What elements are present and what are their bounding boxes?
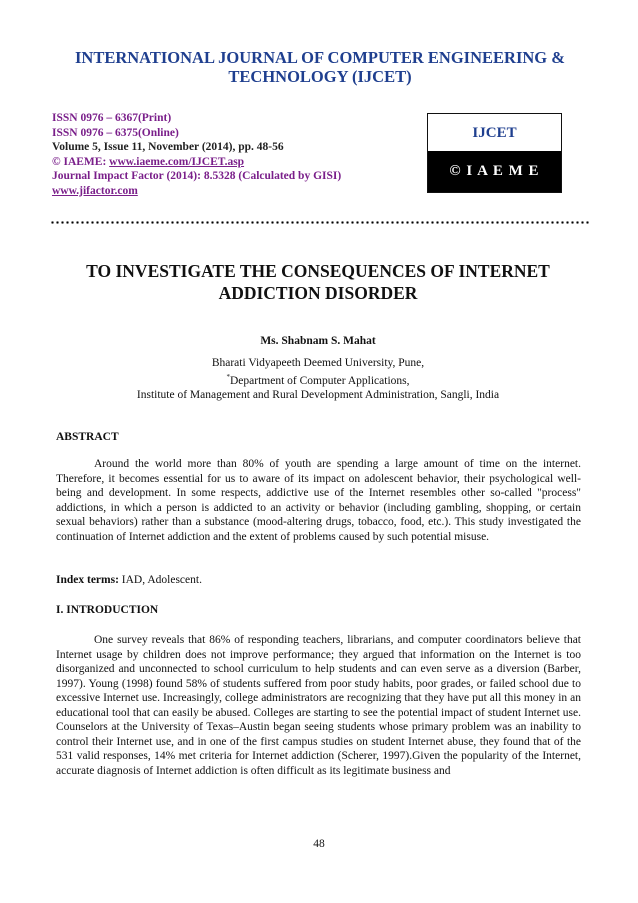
volume-info: Volume 5, Issue 11, November (2014), pp. 48-56 (52, 141, 284, 153)
logo-iaeme-text: © I A E M E (428, 151, 561, 192)
paper-title (52, 260, 584, 304)
dotted-divider (50, 221, 590, 224)
author-block (52, 334, 584, 403)
paper-title-line2: ADDICTION DISORDER (218, 283, 418, 303)
introduction-heading: I. INTRODUCTION (56, 604, 159, 616)
abstract-heading: ABSTRACT (56, 431, 119, 443)
journal-title (40, 48, 600, 86)
page-number: 48 (313, 838, 325, 850)
ijcet-logo (427, 113, 562, 193)
affiliation-department-text: Department of Computer Applications, (230, 374, 410, 387)
index-terms-value: IAD, Adolescent. (118, 574, 202, 586)
affiliation-department (52, 370, 584, 388)
journal-title-line1: INTERNATIONAL JOURNAL OF COMPUTER ENGINEERING & (74, 48, 565, 67)
jifactor-link[interactable]: www.jifactor.com (52, 184, 138, 197)
affiliation-university: Bharati Vidyapeeth Deemed University, Pune, (211, 356, 425, 369)
journal-title-line2: TECHNOLOGY (IJCET) (228, 67, 412, 86)
author-name: Ms. Shabnam S. Mahat (260, 335, 376, 347)
journal-metadata (52, 111, 412, 198)
affiliation-institute: Institute of Management and Rural Development Administration, Sangli, India (136, 389, 500, 402)
issn-online: ISSN 0976 – 6375(Online) (52, 126, 179, 139)
introduction-text: One survey reveals that 86% of responding teachers, librarians, and computer coordinators believe that Internet usage by children does not improve performance; they argued that information on the Internet is too disorganized and unconnected to school curriculum to help students and can even serve as a diversion (Barber, 1997). Young (1998) found 58% of students suffered from poor study habits, poor grades, or failed school due to excessive Internet use. Increasingly, college administrators are recognizing that they have put all this money in an educational tool that can easily be abused. Colleges are starting to see the potential impact of student Internet use. Counselors at the University of Texas–Austin began seeing students whose primary problem was an inability to control their Internet use, and in one of the first campus studies on student Internet abuse, they found that of the 531 valid responses, 14% met criteria for Internet addiction (Scherer, 1997).Given the popularity of the Internet, accurate diagnosis of Internet addiction is often difficult as its legitimate business and (56, 634, 581, 777)
copyright-prefix: © IAEME: (52, 155, 110, 168)
paper-title-line1: TO INVESTIGATE THE CONSEQUENCES OF INTERNET (86, 261, 550, 281)
index-terms (56, 574, 202, 586)
affiliation-marker: * (226, 373, 230, 381)
logo-ijcet-text: IJCET (472, 125, 517, 141)
index-terms-label: Index terms: (56, 574, 119, 586)
iaeme-link[interactable]: www.iaeme.com/IJCET.asp (109, 155, 245, 168)
abstract-text: Around the world more than 80% of youth are spending a large amount of time on the internet. Therefore, it becomes essential for us to aware of its impact on adolescent behavior, their psychological well-being and development. In some respects, addictive use of the Internet resembles other so-called "process" addictions, in which a person is addicted to an activity or behavior (including gambling, shopping, or certain sexual behaviors) rather than a substance (mood-altering drugs, tobacco, food, etc.). This study investigated the continuation of Internet addiction and the extent of problems caused by such potential misuse. (56, 458, 581, 543)
issn-print: ISSN 0976 – 6367(Print) (52, 112, 172, 124)
impact-factor: Journal Impact Factor (2014): 8.5328 (Calculated by GISI) (52, 170, 342, 182)
copyright-line (52, 155, 412, 170)
